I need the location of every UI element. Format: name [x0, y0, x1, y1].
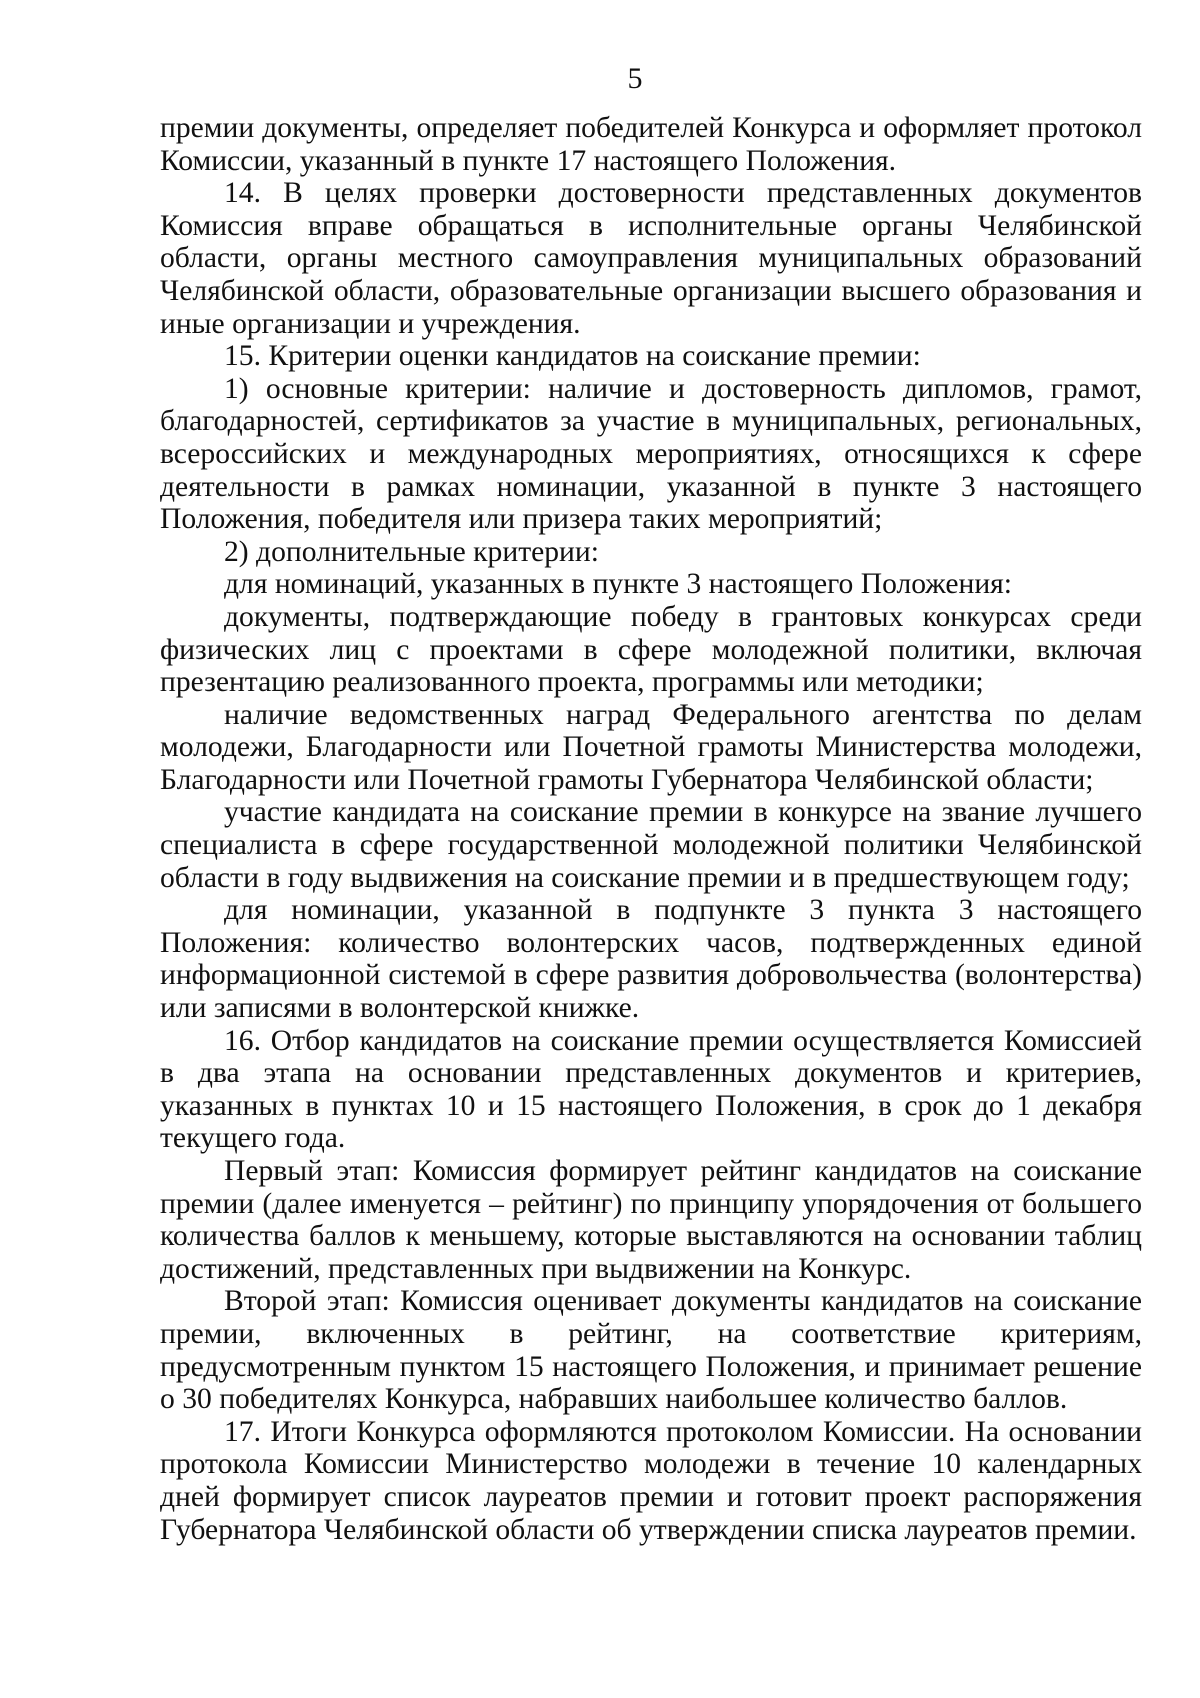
paragraph-contest-participation: участие кандидата на соискание премии в конкурсе на звание лучшего специалиста в сфере государственной молодежной политики Челябинской области в году выдвижения на соискание премии и в предшествующем году;	[160, 796, 1142, 894]
paragraph-awards: наличие ведомственных наград Федерального агентства по делам молодежи, Благодарности или Почетной грамоты Министерства молодежи, Благодарности или Почетной грамоты Губернатора Челябинской области;	[160, 698, 1142, 796]
paragraph-item-15: 15. Критерии оценки кандидатов на соискание премии:	[224, 340, 921, 373]
paragraph-second-stage: Второй этап: Комиссия оценивает документы кандидатов на соискание премии, включенных в рейтинг, на соответствие критериям, предусмотренным пунктом 15 настоящего Положения, и принимает решение о 30 победителях Конкурса, набравших наибольшее количество баллов.	[160, 1285, 1142, 1416]
paragraph-additional-criteria: 2) дополнительные критерии:	[224, 535, 599, 568]
paragraph-nominations: для номинаций, указанных в пункте 3 настоящего Положения:	[224, 568, 1013, 601]
paragraph-first-stage: Первый этап: Комиссия формирует рейтинг кандидатов на соискание премии (далее именуется – рейтинг) по принципу упорядочения от большего количества баллов к меньшему, которые выставляются на основании таблиц достижений, представленных при выдвижении на Конкурс.	[160, 1155, 1142, 1285]
paragraph-item-14: 14. В целях проверки достоверности представленных документов Комиссия вправе обращаться в исполнительные органы Челябинской области, органы местного самоуправления муниципальных образований Челябинской области, образовательные организации высшего образования и иные организации и учреждения.	[160, 177, 1142, 340]
paragraph-volunteer-hours: для номинации, указанной в подпункте 3 пункта 3 настоящего Положения: количество волонтерских часов, подтвержденных единой информационной системой в сфере развития добровольчества (волонтерства) или записями в волонтерской книжке.	[160, 894, 1142, 1025]
paragraph-item-16: 16. Отбор кандидатов на соискание премии осуществляется Комиссией в два этапа на основании представленных документов и критериев, указанных в пунктах 10 и 15 настоящего Положения, в срок до 1 декабря текущего года.	[160, 1024, 1142, 1155]
paragraph-item-17: 17. Итоги Конкурса оформляются протоколом Комиссии. На основании протокола Комиссии Министерство молодежи в течение 10 календарных дней формирует список лауреатов премии и готовит проект распоряжения Губернатора Челябинской области об утверждении списка лауреатов премии.	[160, 1415, 1142, 1546]
page-number: 5	[627, 62, 643, 95]
paragraph-grant-documents: документы, подтверждающие победу в грантовых конкурсах среди физических лиц с проектами в сфере молодежной политики, включая презентацию реализованного проекта, программы или методики;	[160, 600, 1142, 699]
document-body	[160, 112, 1142, 1546]
paragraph-continuation: премии документы, определяет победителей Конкурса и оформляет протокол Комиссии, указанный в пункте 17 настоящего Положения.	[160, 112, 1142, 177]
paragraph-main-criteria: 1) основные критерии: наличие и достоверность дипломов, грамот, благодарностей, сертификатов за участие в муниципальных, региональных, всероссийских и международных мероприятиях, относящихся к сфере деятельности в рамках номинации, указанной в пункте 3 настоящего Положения, победителя или призера таких мероприятий;	[160, 372, 1142, 536]
